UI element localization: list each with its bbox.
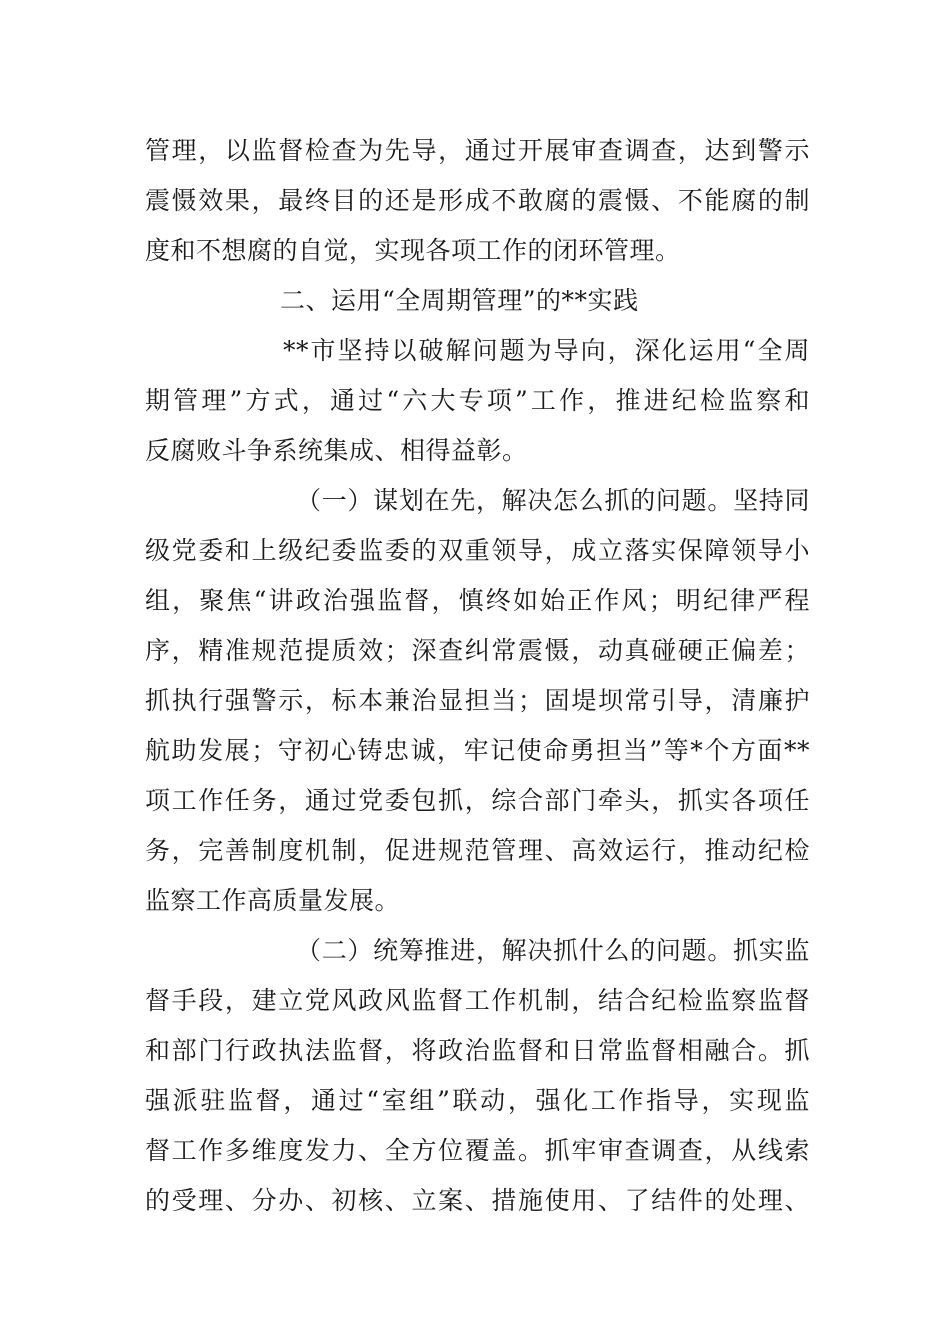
body-text-line: 和部门行政执法监督，将政治监督和日常监督相融合。抓	[145, 1036, 810, 1065]
body-text-line: 的受理、分办、初核、立案、措施使用、了结件的处理、	[145, 1186, 810, 1215]
body-text-line: 督工作多维度发力、全方位覆盖。抓牢审查调查，从线索	[145, 1136, 810, 1165]
body-text-line: 组，聚焦“讲政治强监督，慎终如始正作风；明纪律严程	[145, 586, 810, 615]
subsection-heading-line: （二）统筹推进，解决抓什么的问题。抓实监	[296, 936, 810, 965]
body-text-line: 级党委和上级纪委监委的双重领导，成立落实保障领导小	[145, 536, 810, 565]
body-text-line: **市坚持以破解问题为导向，深化运用“全周	[283, 336, 810, 365]
body-text-line: 务，完善制度机制，促进规范管理、高效运行，推动纪检	[145, 836, 810, 865]
body-text-line: 序，精准规范提质效；深查纠常震慑，动真碰硬正偏差；	[145, 636, 810, 665]
body-text-line: 管理，以监督检查为先导，通过开展审查调查，达到警示	[145, 136, 810, 165]
section-heading: 二、运用“全周期管理”的**实践	[280, 286, 639, 315]
body-text-line: 强派驻监督，通过“室组”联动，强化工作指导，实现监	[145, 1086, 810, 1115]
subsection-heading-line: （一）谋划在先，解决怎么抓的问题。坚持同	[296, 486, 810, 515]
body-text-line: 督手段，建立党风政风监督工作机制，结合纪检监察监督	[145, 986, 810, 1015]
body-text-line: 度和不想腐的自觉，实现各项工作的闭环管理。	[145, 236, 681, 265]
body-text-line: 期管理”方式，通过“六大专项”工作，推进纪检监察和	[145, 386, 810, 415]
body-text-line: 震慑效果，最终目的还是形成不敢腐的震慑、不能腐的制	[145, 186, 810, 215]
body-text-line: 监察工作高质量发展。	[145, 886, 401, 915]
body-text-line: 抓执行强警示，标本兼治显担当；固堤坝常引导，清廉护	[145, 686, 810, 715]
body-text-line: 反腐败斗争系统集成、相得益彰。	[145, 436, 528, 465]
body-text-line: 项工作任务，通过党委包抓，综合部门牵头，抓实各项任	[145, 786, 810, 815]
body-text-line: 航助发展；守初心铸忠诚，牢记使命勇担当”等*个方面**	[145, 736, 810, 765]
